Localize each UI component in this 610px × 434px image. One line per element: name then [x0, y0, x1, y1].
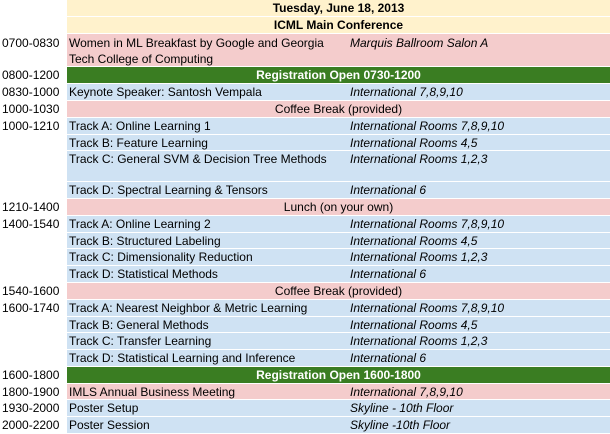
- time-cell: 0830-1000: [0, 84, 69, 100]
- banner-label: Coffee Break (provided): [274, 102, 403, 116]
- event-title: Track B: Feature Learning: [69, 136, 208, 150]
- event-cell: [67, 84, 610, 101]
- event-cell: [67, 118, 610, 135]
- schedule-row: [0, 233, 610, 249]
- event-location: International Rooms 7,8,9,10: [350, 217, 505, 231]
- time-cell: 1210-1400: [0, 199, 69, 215]
- event-location: International 6: [350, 183, 427, 197]
- time-cell: 1540-1600: [0, 283, 69, 299]
- event-location: International Rooms 7,8,9,10: [350, 119, 505, 133]
- time-cell: 0700-0830: [0, 35, 69, 51]
- event-location: International Rooms 1,2,3: [350, 152, 488, 166]
- event-cell: [67, 182, 610, 199]
- event-title: IMLS Annual Business Meeting: [69, 385, 236, 399]
- event-location: International Rooms 4,5: [350, 318, 478, 332]
- event-title: Track B: Structured Labeling: [69, 234, 221, 248]
- event-title: Track A: Online Learning 2: [69, 217, 211, 231]
- event-title: Poster Setup: [69, 401, 139, 415]
- schedule-row: [0, 34, 610, 67]
- schedule-row: [0, 67, 610, 84]
- schedule-row: [0, 384, 610, 400]
- banner-label: Registration Open 0730-1200: [256, 68, 421, 82]
- event-location: International 6: [350, 351, 427, 365]
- schedule-row: [0, 317, 610, 333]
- event-title: Poster Session: [69, 418, 150, 432]
- schedule-row: [0, 266, 610, 283]
- date-header-row: [0, 0, 610, 17]
- banner-label: Lunch (on your own): [283, 200, 394, 214]
- time-cell: 1400-1540: [0, 216, 69, 232]
- event-location: International Rooms 7,8,9,10: [350, 301, 505, 315]
- event-title: Track B: General Methods: [69, 318, 209, 332]
- time-cell: 1600-1740: [0, 300, 69, 316]
- event-location: International Rooms 1,2,3: [350, 250, 488, 264]
- event-cell: [67, 300, 610, 317]
- time-cell: 1800-1900: [0, 384, 69, 400]
- schedule-row: [0, 182, 610, 199]
- event-title: Track C: Transfer Learning: [69, 334, 212, 348]
- event-cell: [67, 317, 610, 333]
- event-location: International Rooms 4,5: [350, 234, 478, 248]
- conference-header-cell: [67, 17, 610, 34]
- time-cell: 1000-1210: [0, 118, 69, 134]
- banner-cell: [67, 199, 610, 216]
- event-title: Keynote Speaker: Santosh Vempala: [69, 85, 262, 99]
- event-cell: [67, 233, 610, 249]
- schedule-row: [0, 135, 610, 151]
- event-cell: [67, 384, 610, 400]
- schedule-row: [0, 216, 610, 233]
- event-title: Track A: Online Learning 1: [69, 119, 211, 133]
- event-location: Skyline - 10th Floor: [350, 401, 454, 415]
- time-cell: 1600-1800: [0, 367, 69, 383]
- event-location: Skyline -10th Floor: [350, 418, 451, 432]
- event-location: International 7,8,9,10: [350, 385, 463, 399]
- event-title: Track D: Spectral Learning & Tensors: [69, 183, 268, 197]
- event-cell: [67, 249, 610, 266]
- time-cell: 0800-1200: [0, 67, 69, 83]
- event-title: Track C: Dimensionality Reduction: [69, 250, 253, 264]
- schedule-row: [0, 417, 610, 434]
- schedule-row: [0, 151, 610, 182]
- event-cell: [67, 151, 610, 182]
- banner-cell: [67, 101, 610, 118]
- banner-cell: [67, 367, 610, 384]
- schedule-row: [0, 101, 610, 118]
- event-cell: [67, 216, 610, 233]
- schedule-row: [0, 350, 610, 367]
- event-title: Track A: Nearest Neighbor & Metric Learning: [69, 301, 308, 315]
- conference-header: ICML Main Conference: [273, 18, 404, 32]
- time-cell: 1930-2000: [0, 400, 69, 416]
- schedule-row: [0, 300, 610, 317]
- event-cell: [67, 266, 610, 283]
- event-cell: [67, 135, 610, 151]
- event-location: International 6: [350, 267, 427, 281]
- schedule-row: [0, 249, 610, 266]
- schedule-row: [0, 367, 610, 384]
- schedule-row: [0, 283, 610, 300]
- event-cell: [67, 350, 610, 367]
- schedule-row: [0, 199, 610, 216]
- schedule-row: [0, 400, 610, 417]
- schedule-row: [0, 333, 610, 350]
- event-cell: [67, 400, 610, 417]
- time-cell: 1000-1030: [0, 101, 69, 117]
- schedule-row: [0, 118, 610, 135]
- date-header-cell: [67, 0, 610, 17]
- event-cell: [67, 417, 610, 434]
- event-cell: [67, 333, 610, 350]
- banner-label: Coffee Break (provided): [274, 284, 403, 298]
- event-title: Women in ML Breakfast by Google and Georgia Tech College of Computing: [69, 36, 324, 66]
- schedule-row: [0, 84, 610, 101]
- event-cell: [67, 34, 610, 67]
- date-header: Tuesday, June 18, 2013: [272, 1, 405, 15]
- time-cell: 2000-2200: [0, 417, 69, 433]
- conference-header-row: [0, 17, 610, 34]
- event-location: International Rooms 4,5: [350, 136, 478, 150]
- banner-label: Registration Open 1600-1800: [256, 368, 421, 382]
- event-location: International 7,8,9,10: [350, 85, 463, 99]
- banner-cell: [67, 67, 610, 84]
- event-title: Track C: General SVM & Decision Tree Methods: [69, 152, 327, 166]
- event-location: International Rooms 1,2,3: [350, 334, 488, 348]
- banner-cell: [67, 283, 610, 300]
- event-title: Track D: Statistical Learning and Inference: [69, 351, 296, 365]
- event-title: Track D: Statistical Methods: [69, 267, 218, 281]
- event-location: Marquis Ballroom Salon A: [350, 36, 489, 50]
